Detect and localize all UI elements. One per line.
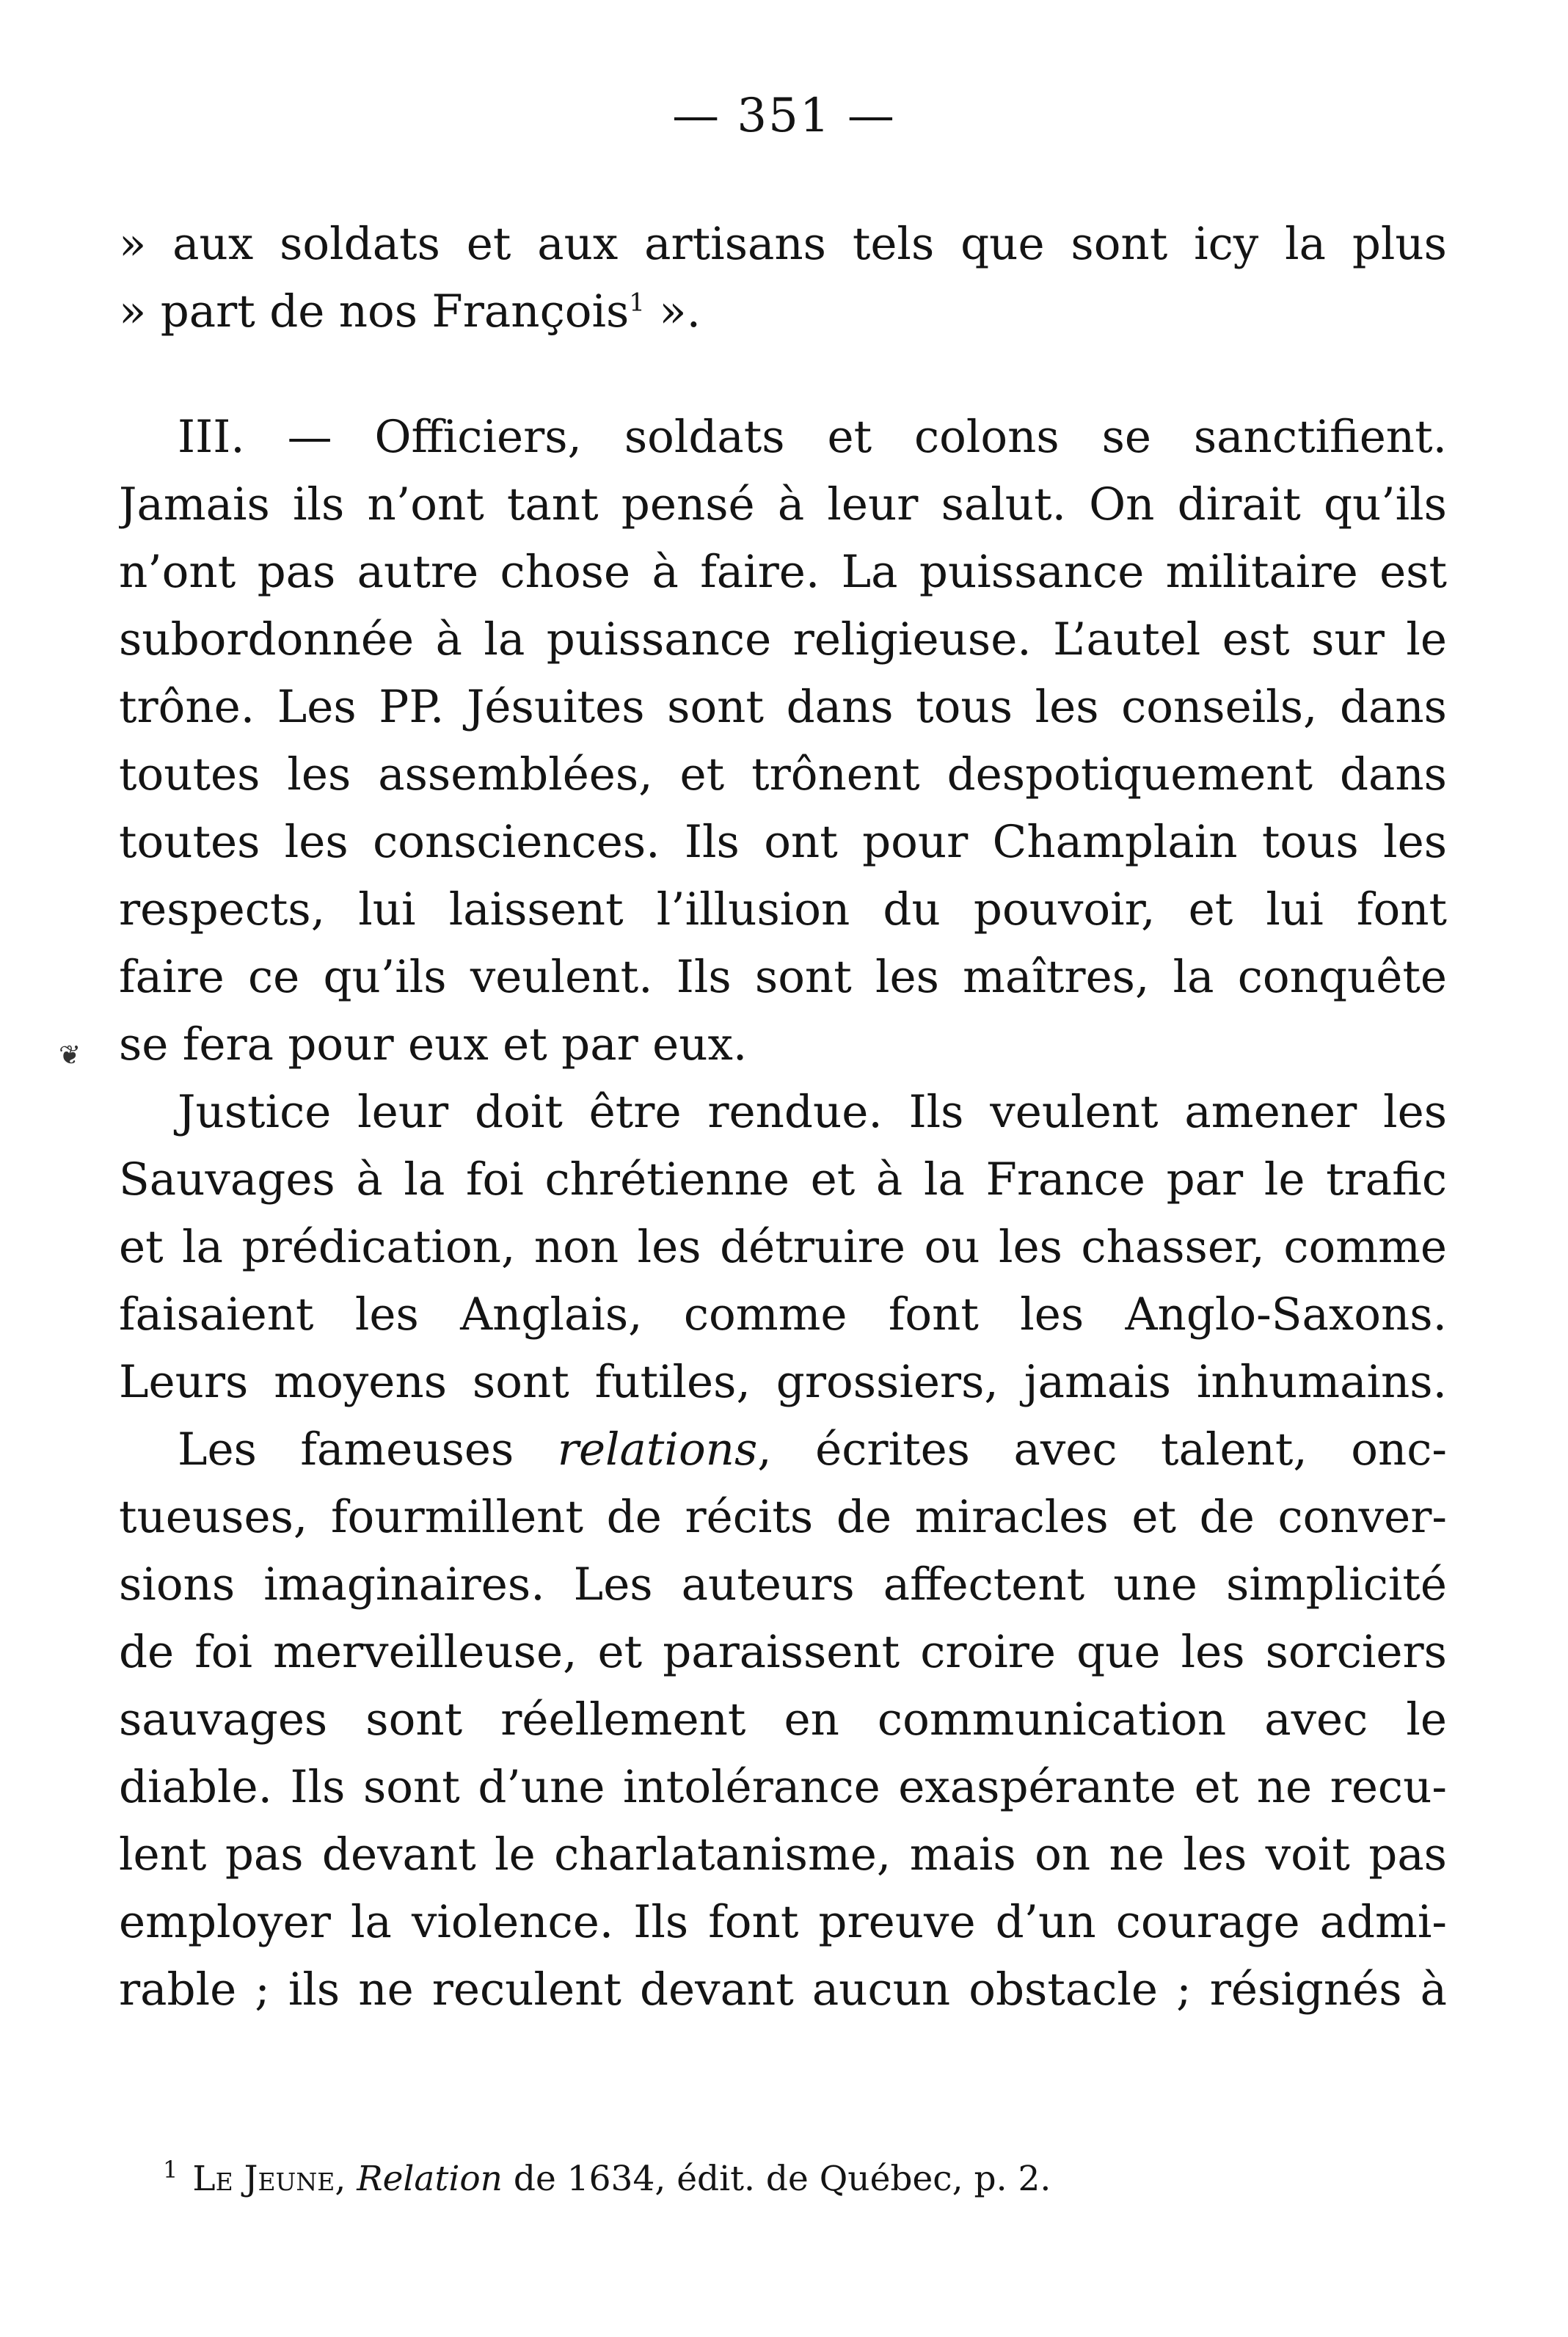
body-line: Justice leur doit être rendue. Ils veulent amener les	[178, 1086, 1447, 1138]
quote-line-last	[119, 278, 1447, 346]
body-line: employer la violence. Ils font preuve d’un courage admi-	[119, 1896, 1447, 1948]
body-line: Sauvages à la foi chrétienne et à la France par le trafic	[119, 1153, 1447, 1206]
body-line: diable. Ils sont d’une intolérance exaspérante et ne recu-	[119, 1761, 1447, 1813]
quote-line: » aux soldats et aux artisans tels que sont icy la plus	[119, 218, 1447, 270]
body-line: Leurs moyens sont futiles, grossiers, jamais inhumains.	[119, 1356, 1447, 1408]
body-line: lent pas devant le charlatanisme, mais on ne les voit pas	[119, 1829, 1447, 1881]
section-iii	[119, 404, 1447, 1079]
body-line: et la prédication, non les détruire ou les chasser, comme	[119, 1221, 1447, 1273]
footnote-title: Relation	[357, 2159, 503, 2199]
body-line: trône. Les PP. Jésuites sont dans tous les conseils, dans	[119, 681, 1447, 733]
body-line: de foi merveilleuse, et paraissent croire que les sorciers	[119, 1626, 1447, 1678]
body-line: rable ; ils ne reculent devant aucun obstacle ; résignés à	[119, 1964, 1447, 2016]
footnote-ref: 1	[629, 288, 645, 318]
body-line: toutes les consciences. Ils ont pour Champlain tous les	[119, 816, 1447, 868]
body-line-last: se fera pour eux et par eux.	[119, 1018, 748, 1071]
body-line: n’ont pas autre chose à faire. La puissance militaire est	[119, 546, 1447, 598]
paragraph-justice	[119, 1079, 1447, 1416]
footnote-rest: de 1634, édit. de Québec, p. 2.	[502, 2159, 1051, 2199]
italic-title: relations	[557, 1423, 758, 1476]
footnote-number: 1	[163, 2156, 178, 2184]
paragraph-relations	[119, 1416, 1447, 2024]
body-line: respects, lui laissent l’illusion du pouvoir, et lui font	[119, 883, 1447, 936]
body-line: faire ce qu’ils veulent. Ils sont les maîtres, la conquête	[119, 951, 1447, 1003]
quote-continuation	[119, 211, 1447, 346]
body-line: sions imaginaires. Les auteurs affectent une simplicité	[119, 1558, 1447, 1611]
page-number: — 351 —	[672, 89, 896, 143]
footnote-sep: ,	[335, 2159, 357, 2199]
footnote	[163, 2157, 1051, 2201]
quote-tail: ».	[644, 285, 701, 338]
footnote-author: Le Jeune	[192, 2159, 335, 2199]
body-line: subordonnée à la puissance religieuse. L’autel est sur le	[119, 613, 1447, 666]
body-line: faisaient les Anglais, comme font les Anglo-Saxons.	[119, 1288, 1447, 1341]
body-line: sauvages sont réellement en communication avec le	[119, 1693, 1447, 1746]
body-line: tueuses, fourmillent de récits de miracles et de conver-	[119, 1491, 1447, 1543]
text-run: , écrites avec talent, onc-	[757, 1423, 1447, 1476]
section-heading-line: III. — Officiers, soldats et colons se sanctifient.	[178, 411, 1447, 463]
margin-mark-icon: ❦	[59, 1040, 81, 1071]
body-line-first	[119, 1416, 1447, 1484]
quote-line-text: » part de nos François	[119, 285, 630, 338]
body-line: Jamais ils n’ont tant pensé à leur salut. On dirait qu’ils	[119, 478, 1447, 531]
text-run: Les fameuses	[178, 1423, 558, 1476]
body-line: toutes les assemblées, et trônent despotiquement dans	[119, 748, 1447, 801]
